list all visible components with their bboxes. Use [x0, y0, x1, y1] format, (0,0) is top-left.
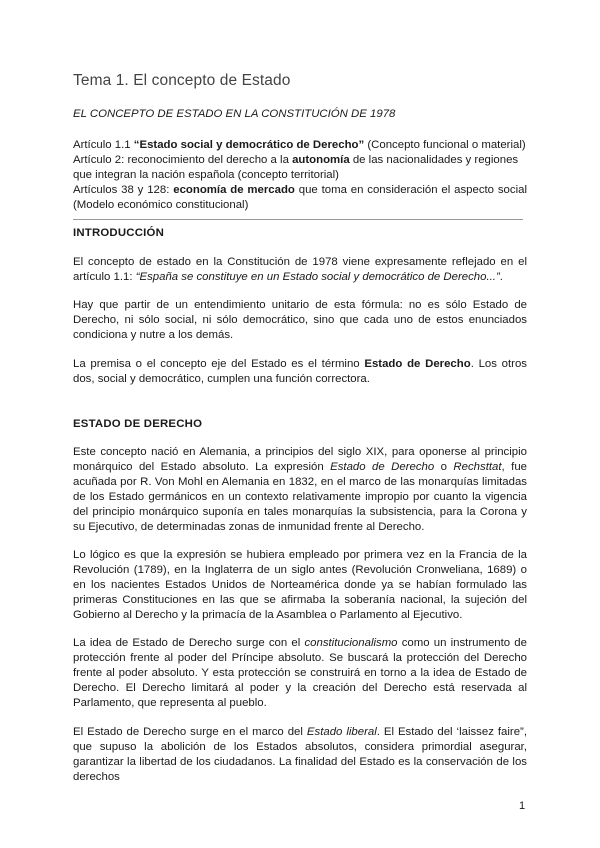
article-2-prefix: Artículo 2: reconocimiento del derecho a la — [73, 154, 293, 166]
intro-p1-end: . — [499, 271, 503, 283]
article-1 — [73, 138, 527, 153]
article-1-bold: “Estado social y democrático de Derecho” — [133, 139, 365, 151]
page-title: Tema 1. El concepto de Estado — [73, 72, 291, 89]
ed-p4-a: El Estado de Derecho surge en el marco del — [73, 726, 307, 738]
ed-p3-b: como un instrumento de protección frente al poder del Príncipe absoluto. Se buscará la protección del Derecho frente al poder absoluto. Y esta protección se construirá en torno a la idea de Estado de Derecho. El Derecho limitará al poder y la creación del Derecho está reservada al Parlamento, que representa al pueblo. — [73, 637, 527, 709]
ed-p1-b: o — [434, 461, 454, 473]
intro-p1-text: El concepto de estado en la Constitución de 1978 viene expresamente reflejado en el artículo 1.1: — [73, 256, 527, 283]
intro-p3-bold: Estado de Derecho — [364, 358, 471, 370]
intro-paragraph-3 — [73, 357, 527, 387]
article-2-suffix: de las nacionalidades y regiones que integran la nación española (concepto territorial) — [73, 154, 519, 181]
article-3-bold: economía de mercado — [173, 184, 295, 196]
ed-p3-italic: constitucionalismo — [304, 637, 398, 649]
ed-p3-a: La idea de Estado de Derecho surge con el — [73, 637, 305, 649]
article-3-suffix: que toma en consideración el aspecto social (Modelo económico constitucional) — [73, 184, 527, 211]
ed-p1-italic-2: Rechsttat — [453, 461, 502, 473]
estado-derecho-paragraph-1 — [73, 445, 527, 535]
intro-p3-text: La premisa o el concepto eje del Estado es el término — [73, 358, 365, 370]
horizontal-divider — [73, 219, 523, 220]
ed-p1-a: Este concepto nació en Alemania, a principios del siglo XIX, para oponerse al principio monárquico del Estado absoluto. La expresión — [73, 446, 527, 473]
intro-paragraph-1 — [73, 255, 527, 285]
page-number: 1 — [519, 800, 526, 812]
ed-p4-b: . El Estado del ‘laissez faire”, que supuso la abolición de los Estados absolutos, considera primordial asegurar, garantizar la libertad de los ciudadanos. La finalidad del Estado es la conservación de los derechos — [73, 726, 527, 783]
ed-p4-italic: Estado liberal — [306, 726, 377, 738]
section-subtitle: EL CONCEPTO DE ESTADO EN LA CONSTITUCIÓN DE 1978 — [73, 108, 396, 120]
article-3 — [73, 183, 527, 213]
estado-derecho-paragraph-4 — [73, 725, 527, 785]
ed-p1-c: , fue acuñada por R. Von Mohl en Alemania en 1832, en el marco de las monarquías limitadas de los Estado germánicos en un contexto relativamente impropio por cuanto la vigencia del principio monárquico suponía en tales monarquías la subsistencia, para la Corona y su Ejecutivo, de determinadas zonas de inmunidad frente al Derecho. — [73, 461, 527, 533]
ed-p1-italic-1: Estado de Derecho — [330, 461, 435, 473]
intro-paragraph-2: Hay que partir de un entendimiento unitario de esta fórmula: no es sólo Estado de Derecho, ni sólo social, ni sólo democrático, sino que cada uno de estos enunciados condiciona y nutre a los demás. — [73, 299, 527, 341]
estado-derecho-paragraph-2: Lo lógico es que la expresión se hubiera empleado por primera vez en la Francia de la Revolución (1789), en la Inglaterra de un siglo antes (Revolución Cronweliana, 1689) o en los nacientes Estados Unidos de Norteamérica donde ya se habían formulado las primeras Constituciones en las que se afirmaba la soberanía nacional, la sujeción del Gobierno al Derecho y la primacía de la Asamblea o Parlamento al Ejecutivo. — [73, 549, 527, 621]
intro-p3-end: . Los otros dos, social y democrático, cumplen una función correctora. — [73, 358, 527, 385]
intro-heading: INTRODUCCIÓN — [73, 227, 164, 239]
articles-block — [73, 138, 527, 213]
article-2-bold: autonomía — [292, 154, 350, 166]
intro-p1-quote: “España se constituye en un Estado social y democrático de Derecho...” — [135, 271, 500, 283]
article-1-suffix: (Concepto funcional o material) — [364, 139, 526, 151]
estado-derecho-paragraph-3 — [73, 636, 527, 711]
article-1-prefix: Artículo 1.1 — [73, 139, 134, 151]
article-3-prefix: Artículos 38 y 128: — [73, 184, 174, 196]
article-2 — [73, 153, 527, 183]
estado-derecho-heading: ESTADO DE DERECHO — [73, 418, 203, 430]
